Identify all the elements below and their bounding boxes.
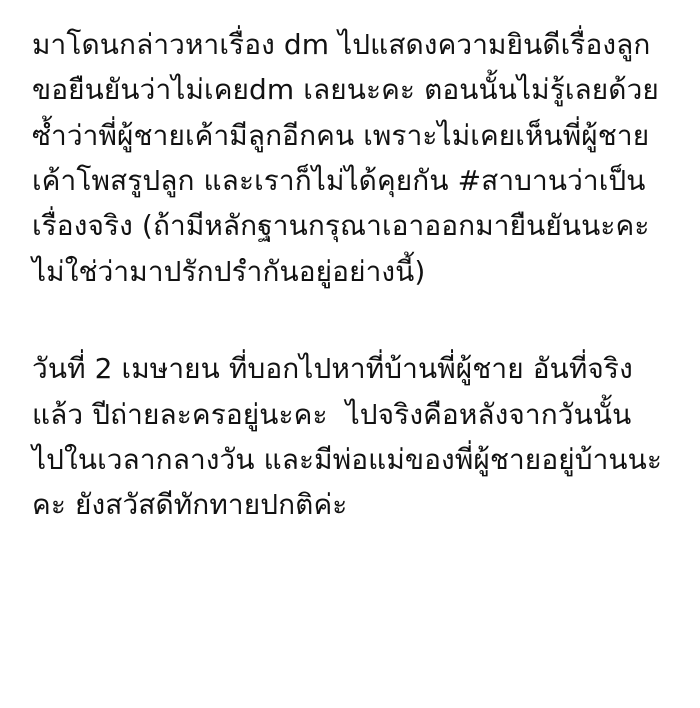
paragraph-1: มาโดนกล่าวหาเรื่อง dm ไปแสดงความยินดีเรื่องลูก ขอยืนยันว่าไม่เคยdm เลยนะคะ ตอนนั้นไม่รู้เลยด้วยซ้ำว่าพี่ผู้ชายเค้ามีลูกอีกคน เพราะไม่เคยเห็นพี่ผู้ชายเค้าโพสรูปลูก และเราก็ไม่ได้คุยกัน #สาบานว่าเป็นเรื่องจริง (ถ้ามีหลักฐานกรุณาเอาออกมายืนยันนะคะ ไม่ใช่ว่ามาปรักปรำกันอยู่อย่างนี้) <box>32 28 660 288</box>
paragraph-2: วันที่ 2 เมษายน ที่บอกไปหาที่บ้านพี่ผู้ชาย อันที่จริงแล้ว ปีถ่ายละครอยู่นะคะ ไปจริงคือหลังจากวันนั้น ไปในเวลากลางวัน และมีพ่อแม่ของพี่ผู้ชายอยู่บ้านนะคะ ยังสวัสดีทักทายปกติค่ะ <box>32 352 663 522</box>
